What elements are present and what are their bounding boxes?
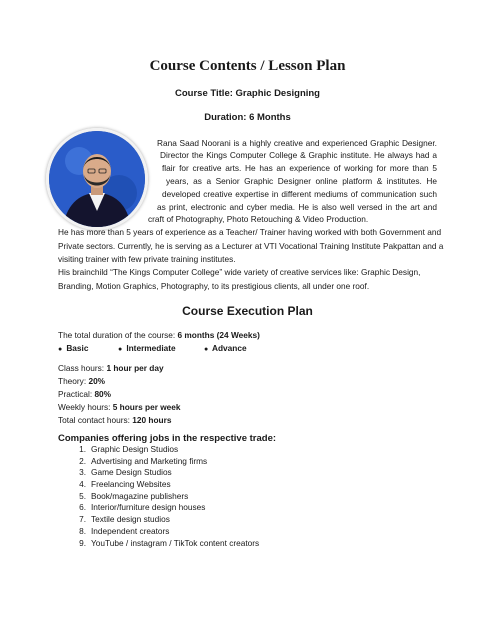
total-duration-value: 6 months (24 Weeks) (177, 330, 260, 340)
level-label: Intermediate (126, 343, 176, 353)
course-duration: Duration: 6 Months (204, 112, 291, 123)
level-label: Advance (212, 343, 247, 353)
level-label: Basic (66, 343, 89, 353)
bio-line: flair for creative arts. He has an experience of working for more than 5 (162, 163, 437, 173)
bio-line: craft of Photography, Photo Retouching & Video Production. (148, 214, 369, 224)
bullet-icon: ● (58, 346, 63, 353)
bio-line: as print, electronic and cyber media. He is also well versed in the art and (157, 202, 437, 212)
bio-line: His brainchild “The Kings Computer College” wide variety of creative services like: Graphic Design, (58, 267, 421, 277)
execution-plan-heading: Course Execution Plan (182, 304, 313, 318)
company-name: Freelancing Websites (91, 479, 171, 490)
company-name: Interior/furniture design houses (91, 502, 206, 513)
hours-row (58, 376, 105, 387)
companies-heading: Companies offering jobs in the respective trade: (58, 433, 277, 444)
bio-line: Rana Saad Noorani is a highly creative and experienced Graphic Designer. (157, 138, 437, 148)
company-name: Independent creators (91, 525, 170, 536)
company-name: Graphic Design Studios (91, 444, 179, 454)
list-item: 8. Independent creators (79, 525, 170, 536)
bio-line: visiting trainer with few private training institutes. (58, 254, 236, 264)
company-name: Book/magazine publishers (91, 490, 189, 501)
list-item: 4. Freelancing Websites (79, 479, 171, 490)
hours-value: 5 hours per week (112, 402, 181, 412)
list-item: 6. Interior/furniture design houses (79, 502, 206, 513)
list-item: 9. YouTube / instagram / TikTok content creators (79, 537, 260, 548)
level-intermediate (118, 343, 176, 355)
list-item: 1. Graphic Design Studios (79, 444, 179, 454)
hours-value: 20% (88, 376, 106, 386)
level-basic (58, 343, 88, 355)
company-name: Textile design studios (91, 514, 170, 525)
bio-line: Director the Kings Computer College & Graphic institute. He always had a (160, 150, 437, 160)
bullet-icon: ● (118, 346, 123, 353)
bio-line: developed creative expertise in different mediums of communication such (162, 189, 437, 199)
bio-line: He has more than 5 years of experience as a Teacher/ Trainer having worked with both Government and (58, 227, 442, 237)
course-title: Course Title: Graphic Designing (175, 88, 320, 99)
bio-line: years, as a Senior Graphic Designer online platform & institutes. He (166, 176, 437, 186)
bio-line: Branding, Motion Graphics, Photography, to its prestigious clients, all under one roof. (58, 281, 370, 291)
list-item: 5. Book/magazine publishers (79, 490, 189, 501)
hours-value: 80% (94, 389, 112, 399)
hours-label: Class hours: (58, 363, 105, 373)
hours-row (58, 389, 111, 400)
hours-label: Total contact hours: (58, 415, 130, 425)
hours-label: Practical: (58, 389, 93, 399)
total-duration (58, 330, 260, 341)
hours-row (58, 363, 164, 374)
company-name: Advertising and Marketing firms (91, 455, 208, 466)
bullet-icon: ● (204, 346, 209, 353)
company-name: Game Design Studios (91, 467, 172, 478)
document-title: Course Contents / Lesson Plan (149, 58, 346, 74)
hours-label: Weekly hours: (58, 402, 111, 412)
companies-list (58, 444, 259, 549)
list-item: 2. Advertising and Marketing firms (79, 455, 208, 466)
total-duration-label: The total duration of the course: (58, 330, 176, 340)
level-advance (204, 343, 247, 355)
hours-value: 120 hours (132, 415, 172, 425)
hours-value: 1 hour per day (106, 363, 164, 373)
company-name: YouTube / instagram / TikTok content creators (91, 537, 260, 548)
hours-label: Theory: (58, 376, 87, 386)
instructor-photo (46, 128, 148, 230)
hours-row (58, 402, 181, 413)
hours-row (58, 415, 171, 426)
list-item: 3. Game Design Studios (79, 467, 172, 478)
list-item: 7. Textile design studios (79, 514, 170, 525)
bio-line: Private sectors. Currently, he is serving as a Lecturer at VTI Vocational Training Institute Pakpattan and a (58, 241, 444, 251)
